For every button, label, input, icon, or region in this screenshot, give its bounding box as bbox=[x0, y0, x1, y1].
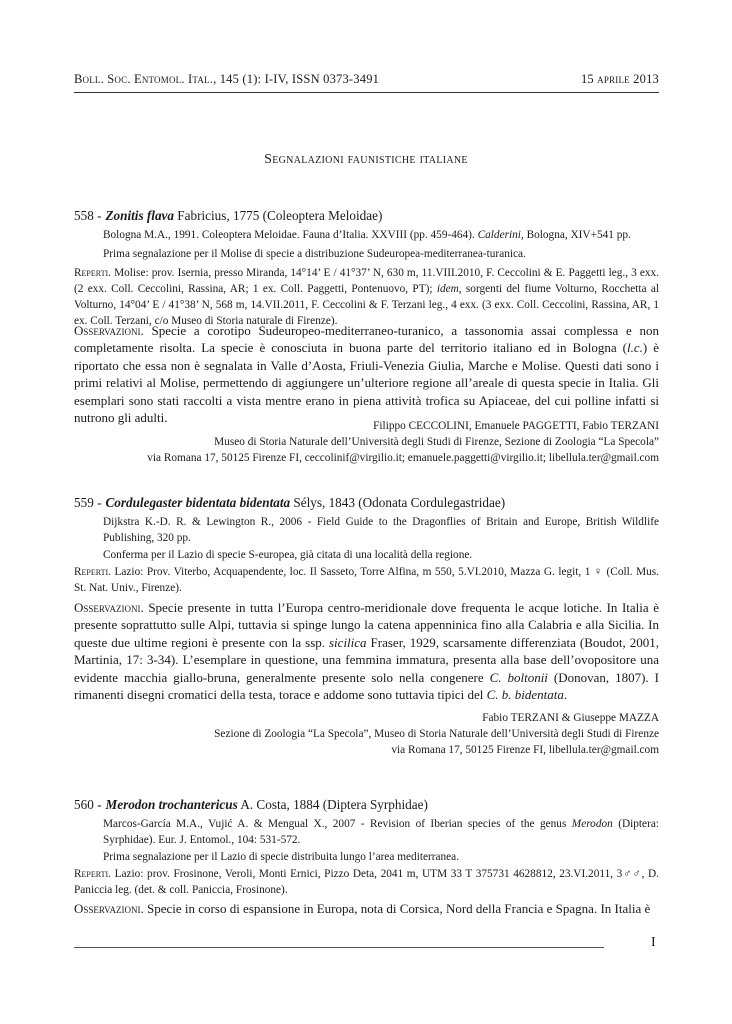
taxon-author: Fabricius, 1775 (Coleoptera Meloidae) bbox=[174, 208, 383, 223]
author-names: Fabio TERZANI & Giuseppe MAZZA bbox=[482, 712, 659, 724]
entry-559-authors bbox=[74, 710, 659, 758]
entry-558-authors bbox=[74, 418, 659, 466]
reperti-label: Reperti. bbox=[74, 566, 111, 578]
entry-559-note: Conferma per il Lazio di specie S-europea, già citata di una località della regione. bbox=[103, 549, 473, 561]
entry-559-observations: Osservazioni. Specie presente in tutta l’Europa centro-meridionale dove frequenta le acque lotiche. In Italia è presente soprattutto sulle Alpi, tuttavia si spinge lungo la catena appenninica fino alla Calabria e alla Sicilia. In queste due ultime regioni è presente con la ssp. sicilica Fraser, 1929, scarsamente differenziata (Boudot, 2001, Martinia, 17: 3-34). L’esemplare in questione, una femmina immatura, presenta alla base dell’ovopositore una evidente macchia giallo-bruna, generalmente presente solo nella congenere C. boltonii (Donovan, 1807). I rimanenti disegni cromatici della testa, torace e addome sono tuttavia tipici del C. b. bidentata. bbox=[74, 600, 659, 703]
taxon-name: Merodon trochantericus bbox=[105, 797, 238, 812]
entry-558-heading bbox=[74, 208, 382, 224]
taxon-name: Cordulegaster bidentata bidentata bbox=[105, 495, 291, 510]
taxon-author: A. Costa, 1884 (Diptera Syrphidae) bbox=[237, 797, 428, 812]
author-address: via Romana 17, 50125 Firenze FI, libellula.ter@gmail.com bbox=[391, 744, 659, 756]
issue-date: 15 aprile 2013 bbox=[580, 72, 659, 86]
entry-number: 559 - bbox=[74, 495, 102, 510]
entry-560-reperti: Reperti. Lazio: prov. Frosinone, Veroli, Monti Ernici, Pizzo Deta, 2041 m, UTM 33 T 375731 4628812, 23.VI.2011, 3♂♂, D. Paniccia leg. (det. & coll. Paniccia, Frosinone). bbox=[74, 868, 659, 896]
page-number: I bbox=[651, 935, 656, 950]
entry-558-note: Prima segnalazione per il Molise di specie a distribuzione Sudeuropea-mediterranea-turanica. bbox=[103, 248, 526, 260]
running-header bbox=[74, 72, 659, 93]
entry-560-reference: Marcos-García M.A., Vujić A. & Mengual X., 2007 - Revision of Iberian species of the genus Merodon (Diptera: Syrphidae). Eur. J. Entomol., 104: 531-572. bbox=[103, 818, 659, 846]
journal-citation: Boll. Soc. Entomol. Ital., 145 (1): I-IV, ISSN 0373-3491 bbox=[74, 72, 380, 86]
taxon-author: Sélys, 1843 (Odonata Cordulegastridae) bbox=[290, 495, 506, 510]
author-affiliation: Museo di Storia Naturale dell’Università degli Studi di Firenze, Sezione di Zoologia “La Specola” bbox=[214, 436, 659, 448]
section-title: Segnalazioni faunistiche italiane bbox=[264, 152, 468, 167]
entry-number: 558 - bbox=[74, 208, 102, 223]
footer-rule bbox=[74, 947, 604, 948]
author-address: via Romana 17, 50125 Firenze FI, ceccolinif@virgilio.it; emanuele.paggetti@virgilio.it; libellula.ter@gmail.com bbox=[147, 452, 659, 464]
entry-558-observations: Osservazioni. Specie a corotipo Sudeuropeo-mediterraneo-turanico, a tassonomia assai complessa e non completamente risolta. La specie è conosciuta in buona parte del territorio italiano ed in Bologna (l.c.) è riportato che essa non è segnalata in Valle d’Aosta, Friuli-Venezia Giulia, Marche e Molise. Questi dati sono i primi relativi al Molise, permettendo di aggiungere un’ulteriore regione all’areale di questa specie in Italia. Gli esemplari sono stati raccolti a vista mentre erano in piena attività trofica su Apiaceae, del cui polline infatti si nutrono gli adulti. bbox=[74, 323, 659, 426]
entry-560-note: Prima segnalazione per il Lazio di specie distribuita lungo l’area mediterranea. bbox=[103, 851, 460, 863]
author-affiliation: Sezione di Zoologia “La Specola”, Museo di Storia Naturale dell’Università degli Studi di Firenze bbox=[214, 728, 659, 740]
osservazioni-label: Osservazioni. bbox=[74, 600, 144, 615]
author-names: Filippo CECCOLINI, Emanuele PAGGETTI, Fabio TERZANI bbox=[373, 420, 659, 432]
taxon-name: Zonitis flava bbox=[105, 208, 174, 223]
osservazioni-label: Osservazioni. bbox=[74, 323, 144, 338]
entry-559-reperti: Reperti. Lazio: Prov. Viterbo, Acquapendente, loc. Il Sasseto, Torre Alfina, m 550, 5.VI.2010, Mazza G. legit, 1 ♀ (Coll. Mus. St. Nat. Univ., Firenze). bbox=[74, 566, 659, 594]
entry-560-observations: Osservazioni. Specie in corso di espansione in Europa, nota di Corsica, Nord della Francia e Spagna. In Italia è bbox=[74, 901, 651, 916]
entry-560-heading bbox=[74, 797, 428, 813]
osservazioni-label: Osservazioni. bbox=[74, 901, 144, 916]
entry-559-reference: Dijkstra K.-D. R. & Lewington R., 2006 - Field Guide to the Dragonflies of Britain and Europe, British Wildlife Publishing, 320 pp. bbox=[103, 516, 659, 544]
entry-558-reference: Bologna M.A., 1991. Coleoptera Meloidae. Fauna d’Italia. XXVIII (pp. 459-464). Calderini, Bologna, XIV+541 pp. bbox=[103, 229, 631, 241]
reperti-label: Reperti. bbox=[74, 267, 111, 279]
entry-558-reperti: Reperti. Molise: prov. Isernia, presso Miranda, 14°14’ E / 41°37’ N, 630 m, 11.VIII.2010, F. Ceccolini & E. Paggetti leg., 3 exx. (2 exx. Coll. Ceccolini, Rassina, AR; 1 ex. Coll. Paggetti, Pontenuovo, PT); idem, sorgenti del fiume Volturno, Rocchetta al Volturno, 14°04’ E / 41°38’ N, 568 m, 14.VII.2011, F. Ceccolini & F. Terzani leg., 4 exx. (3 exx. Coll. Ceccolini, Rassina, AR, 1 ex. Coll. Terzani, c/o Museo di Storia naturale di Firenze). bbox=[74, 267, 659, 327]
reperti-label: Reperti. bbox=[74, 868, 111, 880]
entry-number: 560 - bbox=[74, 797, 102, 812]
entry-559-heading bbox=[74, 495, 505, 511]
